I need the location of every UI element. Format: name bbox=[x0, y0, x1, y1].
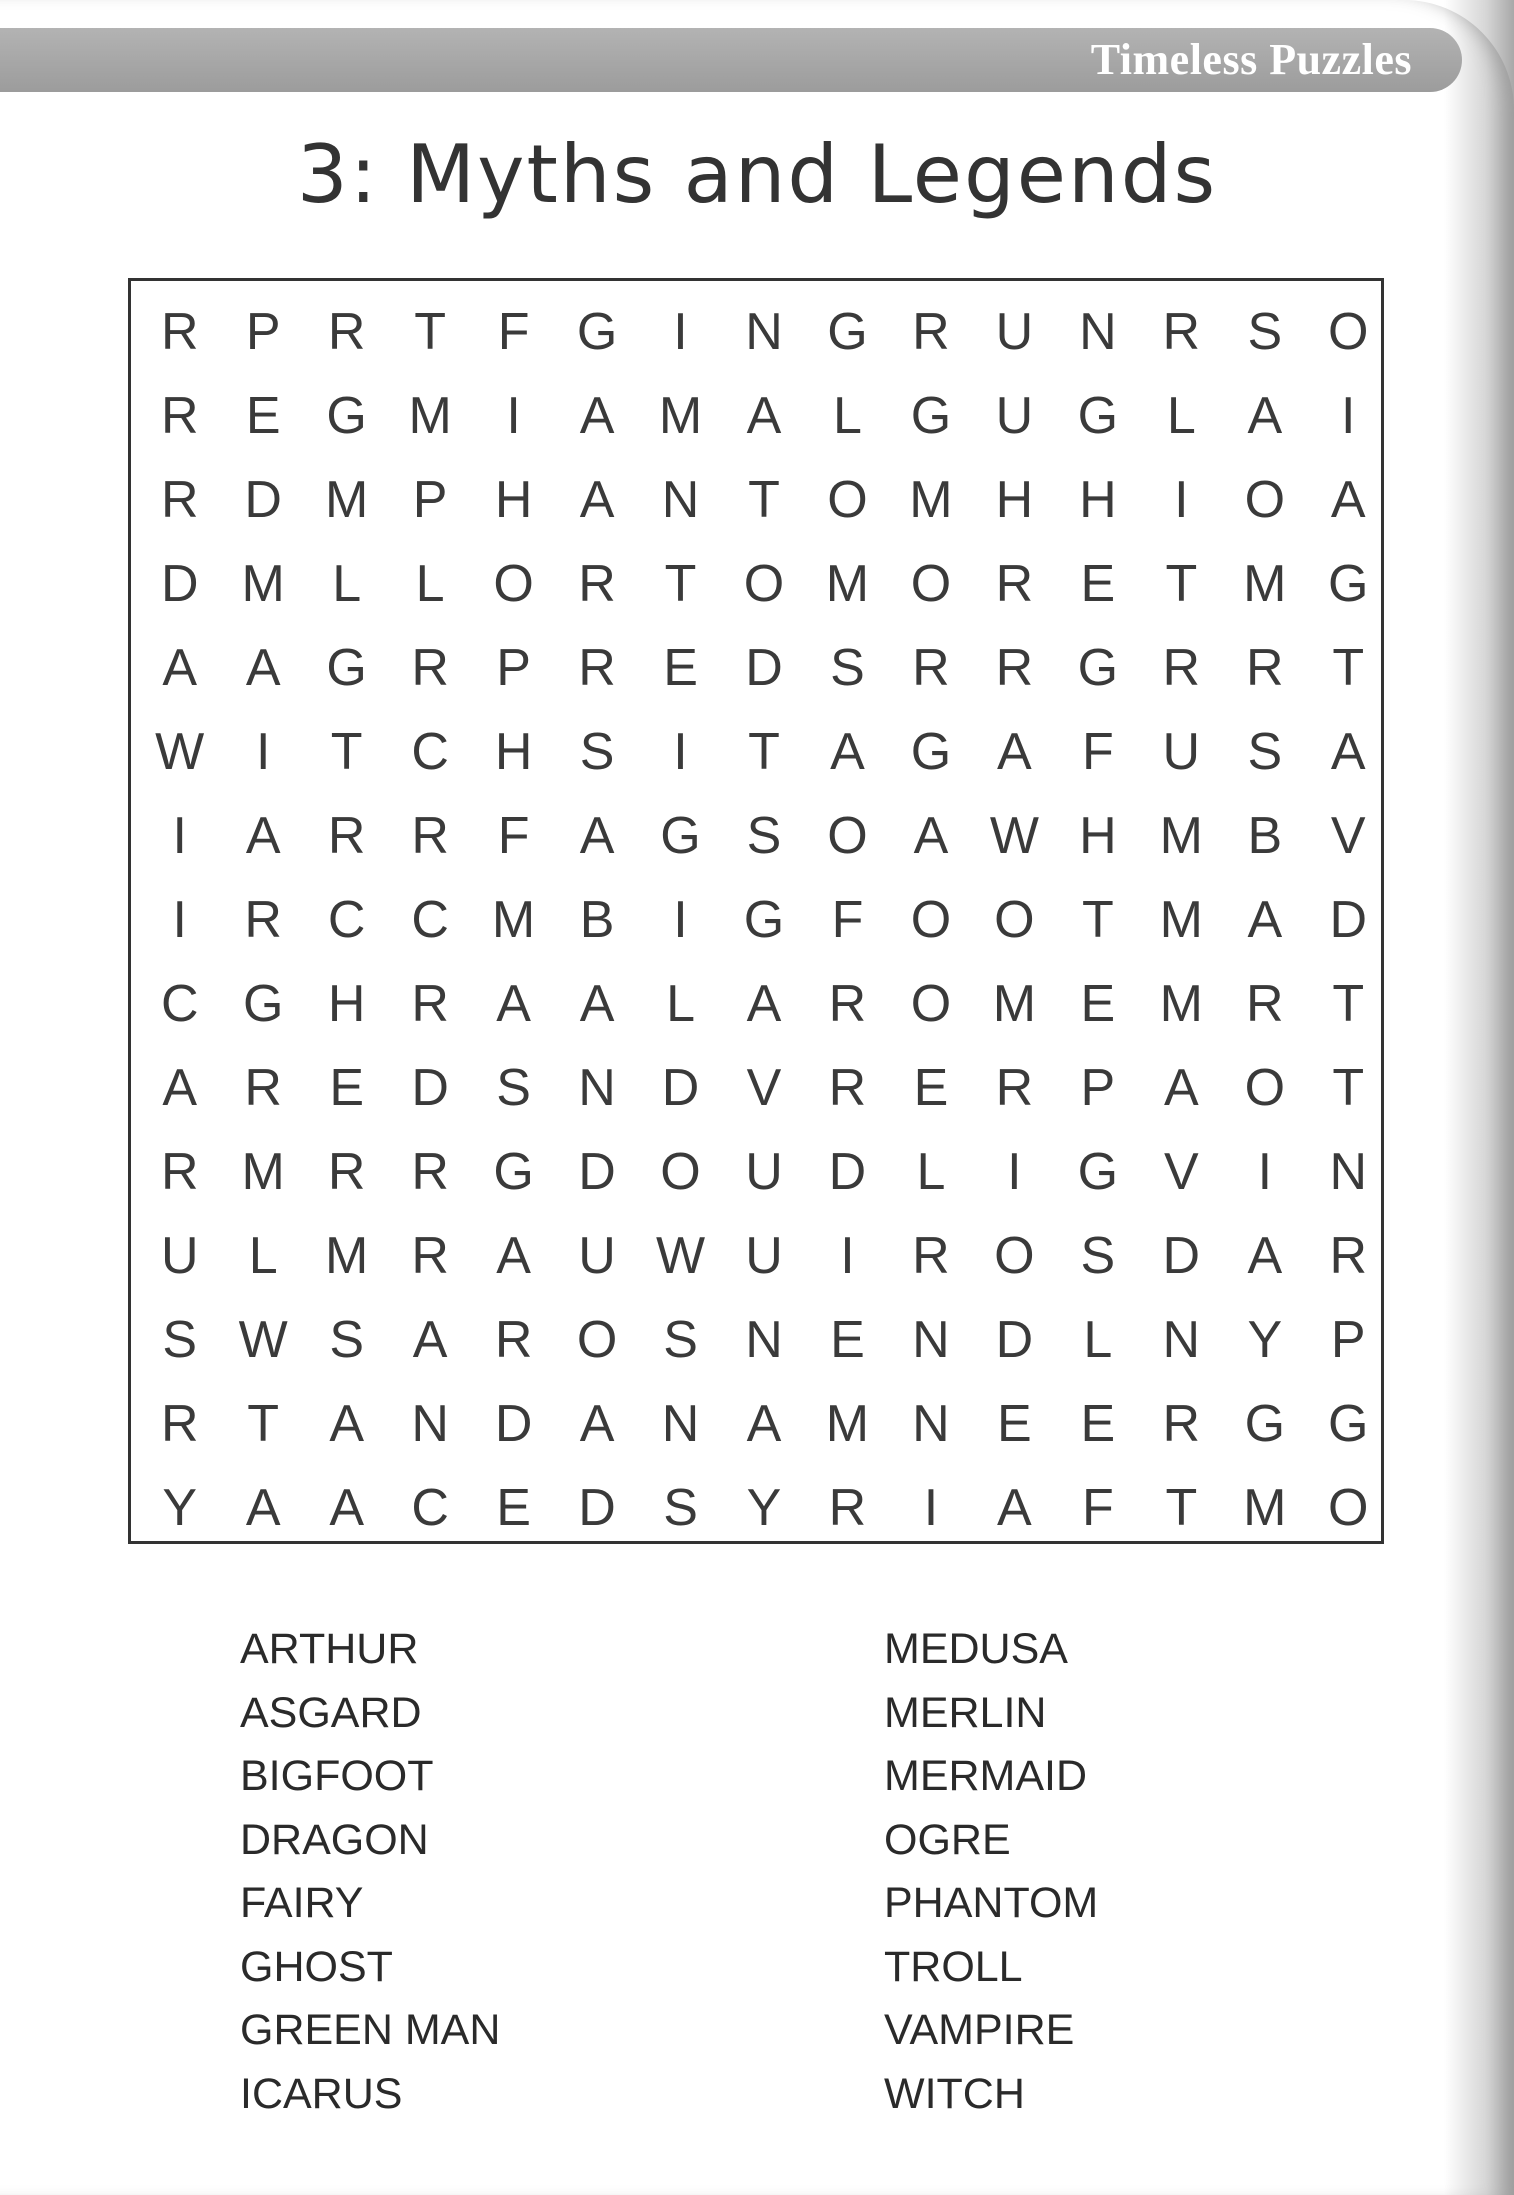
grid-cell: D bbox=[661, 1059, 700, 1117]
grid-cell: L bbox=[832, 387, 862, 445]
grid-cell: U bbox=[995, 387, 1034, 445]
grid-cell: A bbox=[579, 1395, 615, 1453]
grid-cell: I bbox=[1174, 471, 1189, 529]
grid-cell: R bbox=[494, 1311, 533, 1369]
grid-cell: M bbox=[909, 471, 953, 529]
grid-cell: A bbox=[329, 1395, 364, 1453]
grid-cell: B bbox=[1247, 807, 1283, 865]
grid-cell: A bbox=[1247, 387, 1283, 445]
grid-cell: B bbox=[579, 891, 615, 949]
grid-cell: E bbox=[329, 1059, 364, 1117]
grid-cell: G bbox=[1328, 555, 1369, 613]
grid-cell: R bbox=[160, 1395, 199, 1453]
grid-cell: T bbox=[1332, 1059, 1365, 1117]
grid-cell: D bbox=[244, 471, 282, 529]
grid-cell: R bbox=[160, 303, 199, 361]
grid-cell: T bbox=[748, 471, 780, 529]
word-list-item: BIGFOOT bbox=[240, 1752, 434, 1800]
grid-cell: O bbox=[994, 1227, 1035, 1285]
grid-cell: A bbox=[496, 1227, 531, 1285]
grid-cell: A bbox=[579, 387, 615, 445]
grid-cell: W bbox=[655, 1227, 706, 1285]
grid-cell: R bbox=[578, 555, 616, 613]
grid-cell: R bbox=[244, 1059, 282, 1117]
grid-cell: A bbox=[746, 1395, 782, 1453]
word-search-grid bbox=[138, 290, 1390, 1550]
grid-cell: O bbox=[1244, 471, 1286, 529]
grid-cell: D bbox=[411, 1059, 449, 1117]
grid-cell: L bbox=[248, 1227, 278, 1285]
grid-cell: N bbox=[578, 1059, 616, 1117]
grid-cell: T bbox=[330, 723, 363, 781]
grid-cell: R bbox=[912, 1227, 950, 1285]
grid-cell: R bbox=[912, 639, 950, 697]
word-list-item: GHOST bbox=[240, 1942, 393, 1991]
grid-cell: O bbox=[576, 1311, 618, 1369]
grid-cell: E bbox=[496, 1479, 531, 1537]
word-list-item: PHANTOM bbox=[884, 1879, 1099, 1927]
grid-cell: S bbox=[663, 1311, 698, 1369]
grid-cell: A bbox=[162, 1059, 198, 1117]
grid-cell: D bbox=[995, 1311, 1034, 1369]
grid-cell: U bbox=[160, 1227, 199, 1285]
grid-cell: R bbox=[160, 1143, 199, 1201]
grid-cell: P bbox=[1080, 1059, 1116, 1117]
grid-cell: P bbox=[412, 471, 448, 529]
grid-cell: R bbox=[995, 1059, 1034, 1117]
grid-cell: R bbox=[995, 639, 1034, 697]
grid-cell: L bbox=[1083, 1311, 1113, 1369]
grid-cell: A bbox=[496, 975, 531, 1033]
grid-cell: A bbox=[746, 387, 782, 445]
grid-cell: R bbox=[327, 303, 366, 361]
grid-cell: W bbox=[155, 723, 205, 781]
grid-cell: A bbox=[997, 723, 1032, 781]
grid-cell: R bbox=[995, 555, 1034, 613]
grid-cell: M bbox=[825, 555, 870, 613]
grid-cell: M bbox=[408, 387, 452, 445]
grid-cell: D bbox=[494, 1395, 533, 1453]
grid-cell: S bbox=[1247, 303, 1283, 361]
grid-cell: Y bbox=[1247, 1311, 1283, 1369]
grid-cell: M bbox=[241, 1143, 285, 1201]
grid-cell: A bbox=[579, 975, 615, 1033]
grid-cell: N bbox=[912, 1311, 950, 1369]
grid-cell: O bbox=[994, 891, 1035, 949]
grid-cell: R bbox=[411, 975, 449, 1033]
grid-cell: C bbox=[160, 975, 199, 1033]
puzzle-title: 3: Myths and Legends bbox=[296, 128, 1218, 221]
grid-cell: F bbox=[497, 807, 530, 865]
word-list-left bbox=[240, 1618, 500, 2126]
grid-cell: T bbox=[1165, 555, 1198, 613]
grid-cell: O bbox=[1244, 1059, 1286, 1117]
grid-cell: A bbox=[997, 1479, 1032, 1537]
grid-cell: U bbox=[578, 1227, 616, 1285]
word-list-item: WITCH bbox=[884, 2069, 1025, 2118]
grid-cell: R bbox=[411, 1227, 449, 1285]
grid-cell: O bbox=[910, 891, 952, 949]
word-list-item: GREEN MAN bbox=[240, 2006, 501, 2054]
grid-cell: A bbox=[1247, 1227, 1283, 1285]
grid-cell: W bbox=[238, 1311, 288, 1369]
grid-cell: T bbox=[664, 555, 697, 613]
grid-cell: H bbox=[494, 723, 533, 781]
grid-cell: L bbox=[916, 1143, 946, 1201]
word-list-item: DRAGON bbox=[240, 1815, 429, 1864]
grid-cell: A bbox=[245, 639, 281, 697]
word-list-item: ICARUS bbox=[240, 2069, 403, 2118]
grid-cell: I bbox=[840, 1227, 855, 1285]
grid-cell: E bbox=[1080, 555, 1116, 613]
grid-cell: R bbox=[1162, 1395, 1201, 1453]
grid-cell: U bbox=[1162, 723, 1201, 781]
grid-cell: G bbox=[1077, 1143, 1119, 1201]
grid-cell: O bbox=[910, 975, 952, 1033]
grid-cell: T bbox=[1165, 1479, 1198, 1537]
grid-cell: O bbox=[910, 555, 952, 613]
grid-cell: N bbox=[661, 471, 700, 529]
grid-cell: I bbox=[506, 387, 521, 445]
grid-cell: I bbox=[172, 807, 187, 865]
grid-cell: O bbox=[743, 555, 785, 613]
grid-cell: Y bbox=[746, 1479, 782, 1537]
grid-cell: M bbox=[1159, 891, 1203, 949]
grid-cell: R bbox=[1162, 639, 1201, 697]
grid-cell: I bbox=[673, 891, 688, 949]
grid-cell: R bbox=[327, 1143, 366, 1201]
grid-cell: T bbox=[1081, 891, 1114, 949]
grid-cell: N bbox=[745, 303, 783, 361]
grid-cell: F bbox=[831, 891, 864, 949]
page-curl bbox=[1444, 0, 1514, 2195]
grid-cell: S bbox=[1080, 1227, 1116, 1285]
grid-cell: D bbox=[578, 1143, 616, 1201]
grid-cell: P bbox=[1330, 1311, 1366, 1369]
grid-cell: V bbox=[1330, 807, 1366, 865]
grid-cell: S bbox=[830, 639, 865, 697]
grid-cell: G bbox=[1077, 639, 1119, 697]
grid-cell: D bbox=[1162, 1227, 1201, 1285]
grid-cell: Y bbox=[162, 1479, 198, 1537]
grid-cell: A bbox=[579, 807, 615, 865]
grid-cell: M bbox=[992, 975, 1037, 1033]
grid-cell: T bbox=[748, 723, 780, 781]
grid-cell: W bbox=[989, 807, 1039, 865]
grid-cell: U bbox=[995, 303, 1034, 361]
grid-cell: V bbox=[1163, 1143, 1199, 1201]
header-bar bbox=[0, 28, 1462, 92]
grid-cell: R bbox=[828, 1059, 867, 1117]
grid-cell: C bbox=[411, 723, 449, 781]
word-list-item: MEDUSA bbox=[884, 1625, 1068, 1673]
word-list-item: TROLL bbox=[884, 1942, 1023, 1991]
grid-cell: O bbox=[1328, 1479, 1369, 1537]
grid-cell: I bbox=[923, 1479, 939, 1537]
grid-cell: N bbox=[912, 1395, 950, 1453]
book-title: Timeless Puzzles bbox=[1090, 35, 1412, 84]
grid-cell: T bbox=[1332, 975, 1365, 1033]
grid-cell: A bbox=[329, 1479, 364, 1537]
grid-cell: T bbox=[247, 1395, 280, 1453]
grid-cell: F bbox=[1081, 723, 1114, 781]
grid-cell: H bbox=[995, 471, 1034, 529]
grid-cell: M bbox=[324, 471, 369, 529]
grid-cell: A bbox=[579, 471, 615, 529]
grid-cell: O bbox=[660, 1143, 701, 1201]
grid-cell: G bbox=[743, 891, 785, 949]
grid-cell: R bbox=[327, 807, 366, 865]
grid-cell: D bbox=[1329, 891, 1368, 949]
word-list-item: VAMPIRE bbox=[884, 2006, 1075, 2054]
grid-cell: R bbox=[828, 975, 867, 1033]
grid-cell: A bbox=[162, 639, 198, 697]
grid-cell: M bbox=[658, 387, 703, 445]
grid-cell: U bbox=[745, 1227, 783, 1285]
grid-cell: R bbox=[1246, 639, 1284, 697]
grid-cell: A bbox=[913, 807, 949, 865]
grid-cell: V bbox=[746, 1059, 782, 1117]
grid-cell: H bbox=[327, 975, 366, 1033]
word-list-item: MERMAID bbox=[884, 1752, 1088, 1800]
grid-cell: O bbox=[493, 555, 534, 613]
grid-cell: S bbox=[579, 723, 615, 781]
grid-cell: N bbox=[745, 1311, 783, 1369]
grid-cell: A bbox=[1330, 723, 1366, 781]
grid-cell: L bbox=[1166, 387, 1196, 445]
grid-cell: S bbox=[329, 1311, 364, 1369]
grid-cell: D bbox=[828, 1143, 867, 1201]
grid-cell: O bbox=[1328, 303, 1369, 361]
grid-cell: M bbox=[1159, 807, 1203, 865]
word-list-item: ARTHUR bbox=[240, 1625, 419, 1673]
grid-cell: R bbox=[411, 807, 449, 865]
grid-cell: P bbox=[496, 639, 531, 697]
grid-cell: E bbox=[1080, 1395, 1116, 1453]
grid-cell: O bbox=[827, 471, 868, 529]
grid-cell: N bbox=[1079, 303, 1117, 361]
grid-cell: N bbox=[1162, 1311, 1201, 1369]
grid-cell: G bbox=[576, 303, 618, 361]
grid-cell: M bbox=[1159, 975, 1203, 1033]
word-list-right bbox=[884, 1618, 1098, 2126]
grid-cell: E bbox=[245, 387, 281, 445]
grid-cell: M bbox=[825, 1395, 870, 1453]
grid-cell: G bbox=[910, 723, 952, 781]
grid-cell: G bbox=[326, 639, 367, 697]
grid-cell: E bbox=[1080, 975, 1116, 1033]
grid-cell: N bbox=[411, 1395, 449, 1453]
grid-cell: D bbox=[160, 555, 199, 613]
grid-cell: I bbox=[673, 303, 688, 361]
grid-cell: A bbox=[746, 975, 782, 1033]
grid-cell: P bbox=[245, 303, 281, 361]
word-list-item: MERLIN bbox=[884, 1688, 1047, 1737]
grid-cell: H bbox=[1079, 471, 1117, 529]
grid-cell: S bbox=[162, 1311, 198, 1369]
grid-cell: R bbox=[912, 303, 950, 361]
grid-cell: S bbox=[663, 1479, 698, 1537]
grid-cell: E bbox=[997, 1395, 1032, 1453]
grid-cell: H bbox=[1079, 807, 1117, 865]
grid-cell: M bbox=[491, 891, 536, 949]
word-list-item: FAIRY bbox=[240, 1879, 364, 1927]
grid-cell: A bbox=[1163, 1059, 1199, 1117]
grid-cell: L bbox=[415, 555, 445, 613]
grid-cell: R bbox=[160, 471, 199, 529]
grid-cell: T bbox=[414, 303, 446, 361]
grid-cell: R bbox=[1246, 975, 1284, 1033]
grid-cell: U bbox=[745, 1143, 783, 1201]
grid-cell: S bbox=[746, 807, 782, 865]
grid-cell: R bbox=[411, 639, 449, 697]
grid-cell: M bbox=[1243, 555, 1287, 613]
grid-cell: G bbox=[242, 975, 284, 1033]
grid-cell: C bbox=[327, 891, 366, 949]
grid-cell: G bbox=[827, 303, 868, 361]
word-list-item: ASGARD bbox=[240, 1688, 422, 1737]
grid-cell: E bbox=[663, 639, 698, 697]
grid-cell: R bbox=[244, 891, 282, 949]
grid-cell: R bbox=[1162, 303, 1201, 361]
grid-cell: I bbox=[1257, 1143, 1273, 1201]
grid-cell: D bbox=[578, 1479, 616, 1537]
grid-cell: M bbox=[1243, 1479, 1287, 1537]
grid-cell: R bbox=[578, 639, 616, 697]
grid-cell: A bbox=[1247, 891, 1283, 949]
grid-cell: A bbox=[1330, 471, 1366, 529]
grid-cell: S bbox=[496, 1059, 531, 1117]
grid-cell: C bbox=[411, 891, 449, 949]
grid-cell: I bbox=[172, 891, 187, 949]
grid-cell: L bbox=[666, 975, 695, 1033]
grid-cell: F bbox=[497, 303, 530, 361]
grid-cell: F bbox=[1081, 1479, 1114, 1537]
grid-cell: G bbox=[660, 807, 701, 865]
grid-cell: G bbox=[1328, 1395, 1369, 1453]
grid-cell: O bbox=[827, 807, 868, 865]
grid-cell: A bbox=[830, 723, 865, 781]
grid-cell: G bbox=[493, 1143, 534, 1201]
grid-cell: N bbox=[1329, 1143, 1368, 1201]
grid-cell: G bbox=[1077, 387, 1119, 445]
grid-cell: I bbox=[255, 723, 271, 781]
grid-cell: D bbox=[745, 639, 783, 697]
grid-cell: H bbox=[494, 471, 533, 529]
grid-cell: I bbox=[673, 723, 688, 781]
grid-cell: R bbox=[411, 1143, 449, 1201]
grid-cell: I bbox=[1341, 387, 1356, 445]
grid-cell: G bbox=[910, 387, 952, 445]
grid-cell: R bbox=[160, 387, 199, 445]
grid-cell: G bbox=[1244, 1395, 1286, 1453]
grid-cell: G bbox=[326, 387, 367, 445]
grid-cell: M bbox=[324, 1227, 369, 1285]
grid-cell: E bbox=[913, 1059, 949, 1117]
grid-cell: A bbox=[412, 1311, 448, 1369]
grid-cell: E bbox=[830, 1311, 865, 1369]
grid-cell: R bbox=[828, 1479, 867, 1537]
grid-cell: C bbox=[411, 1479, 449, 1537]
grid-cell: I bbox=[1007, 1143, 1022, 1201]
grid-cell: A bbox=[245, 807, 281, 865]
grid-cell: T bbox=[1332, 639, 1365, 697]
grid-cell: R bbox=[1329, 1227, 1368, 1285]
grid-cell: A bbox=[245, 1479, 281, 1537]
grid-cell: M bbox=[241, 555, 285, 613]
word-list-item: OGRE bbox=[884, 1815, 1011, 1864]
grid-cell: L bbox=[332, 555, 362, 613]
grid-cell: S bbox=[1247, 723, 1283, 781]
grid-cell: N bbox=[661, 1395, 700, 1453]
